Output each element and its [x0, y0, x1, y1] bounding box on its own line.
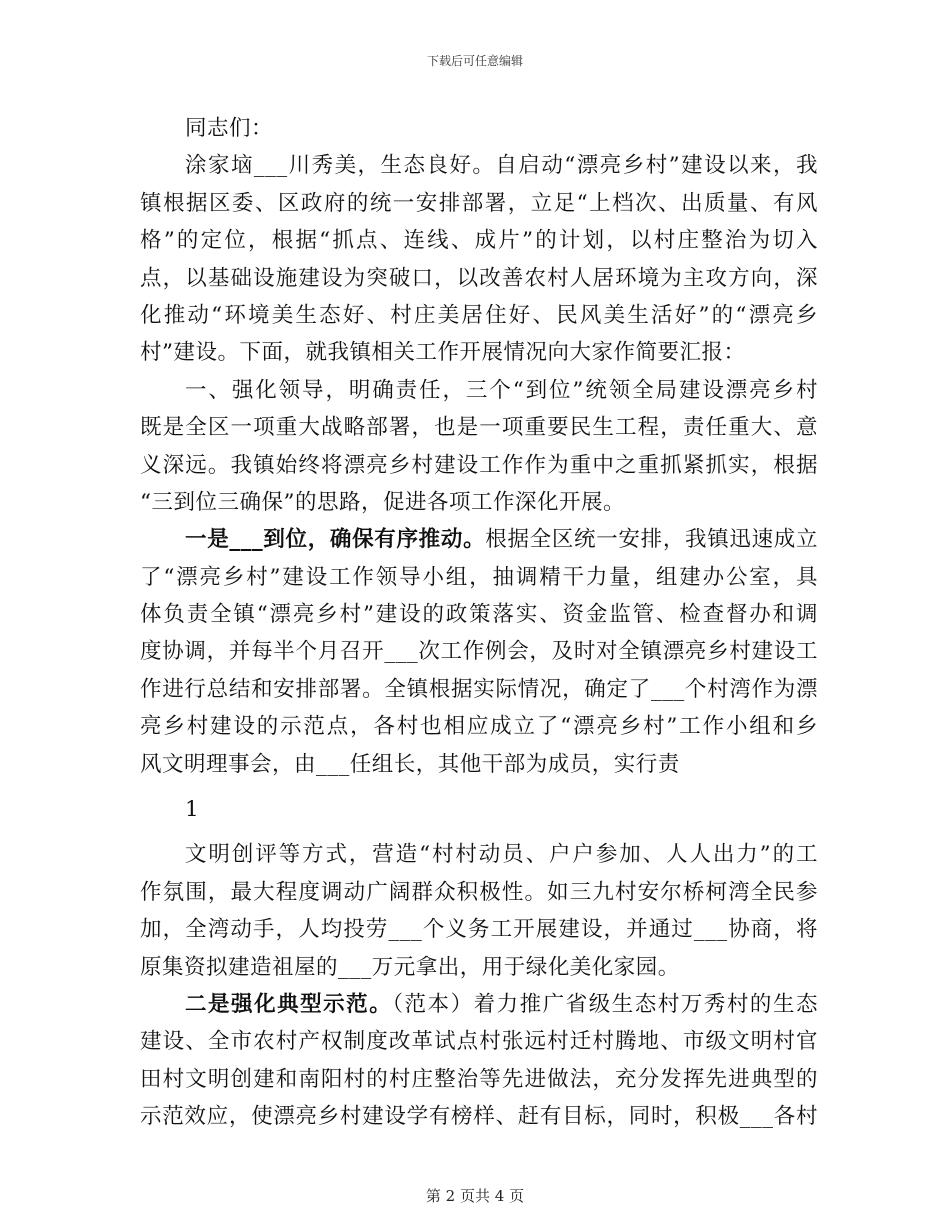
para2-line: 既是全区一项重大战略部署，也是一项重要民生工程，责任重大、意 — [140, 415, 818, 441]
para4-line: 原集资拟建造祖屋的___万元拿出，用于绿化美化家园。 — [140, 954, 680, 980]
para4-line: 文明创评等方式，营造“村村动员、户户参加、人人出力”的工 — [185, 842, 818, 868]
para1-line: 化推动“环境美生态好、村庄美居住好、民风美生活好”的“漂亮乡 — [140, 302, 818, 328]
para2-line: 一、强化领导，明确责任，三个“到位”统领全局建设漂亮乡村 — [185, 377, 818, 403]
para4-line: 加，全湾动手，人均投劳___个义务工开展建设，并通过___协商，将 — [140, 917, 818, 943]
para5-heading: 二是强化典型示范。 — [185, 991, 393, 1017]
para3-first-rest: 根据全区统一安排，我镇迅速成立 — [485, 527, 818, 553]
para5-first-rest: （范本）着力推广省级生态村万秀村的生态 — [392, 991, 818, 1017]
para5-line: 建设、全市农村产权制度改革试点村张远村迁村腾地、市级文明村官 — [140, 1029, 818, 1055]
para1-line: 点，以基础设施建设为突破口，以改善农村人居环境为主攻方向，深 — [140, 265, 818, 291]
para3-heading: 一是___到位，确保有序推动。 — [185, 527, 486, 553]
para2-line: “三到位三确保”的思路，促进各项工作深化开展。 — [140, 489, 625, 515]
para3-line: 作进行总结和安排部署。全镇根据实际情况，确定了___个村湾作为漂 — [140, 676, 818, 702]
para5-line: 示范效应，使漂亮乡村建设学有榜样、赶有目标，同时，积极___各村 — [140, 1104, 818, 1130]
para3-line: 体负责全镇“漂亮乡村”建设的政策落实、资金监管、检查督办和调 — [140, 602, 818, 628]
para1-line: 涂家垴___川秀美，生态良好。自启动“漂亮乡村”建设以来，我 — [185, 153, 818, 179]
page-footer: 第 2 页共 4 页 — [425, 1187, 525, 1205]
para2-line: 义深远。我镇始终将漂亮乡村建设工作作为重中之重抓紧抓实，根据 — [140, 452, 818, 478]
para4-line: 作氛围，最大程度调动广阔群众积极性。如三九村安尔桥柯湾全民参 — [140, 879, 818, 905]
document-body — [140, 110, 818, 1136]
para1-line: 镇根据区委、区政府的统一安排部署，立足“上档次、出质量、有风 — [140, 190, 818, 216]
para3-line: 了“漂亮乡村”建设工作领导小组，抽调精干力量，组建办公室，具 — [140, 564, 818, 590]
para5-line: 田村文明创建和南阳村的村庄整治等先进做法，充分发挥先进典型的 — [140, 1066, 818, 1092]
greeting: 同志们： — [185, 116, 274, 141]
para3-line: 亮乡村建设的示范点，各村也相应成立了“漂亮乡村”工作小组和乡 — [140, 714, 818, 740]
inline-page-number: 1 — [185, 797, 200, 823]
para5-first-line — [140, 986, 818, 1023]
para3-line: 度协调，并每半个月召开___次工作例会，及时对全镇漂亮乡村建设工 — [140, 639, 818, 665]
page-header: 下载后可任意编辑 — [426, 54, 523, 68]
para3-line: 风文明理事会，由___任组长，其他干部为成员，实行责 — [140, 751, 680, 777]
para1-line: 格”的定位，根据“抓点、连线、成片”的计划，以村庄整治为切入 — [140, 228, 818, 254]
para1-line: 村”建设。下面，就我镇相关工作开展情况向大家作简要汇报： — [140, 340, 746, 366]
para3-first-line — [140, 521, 818, 558]
